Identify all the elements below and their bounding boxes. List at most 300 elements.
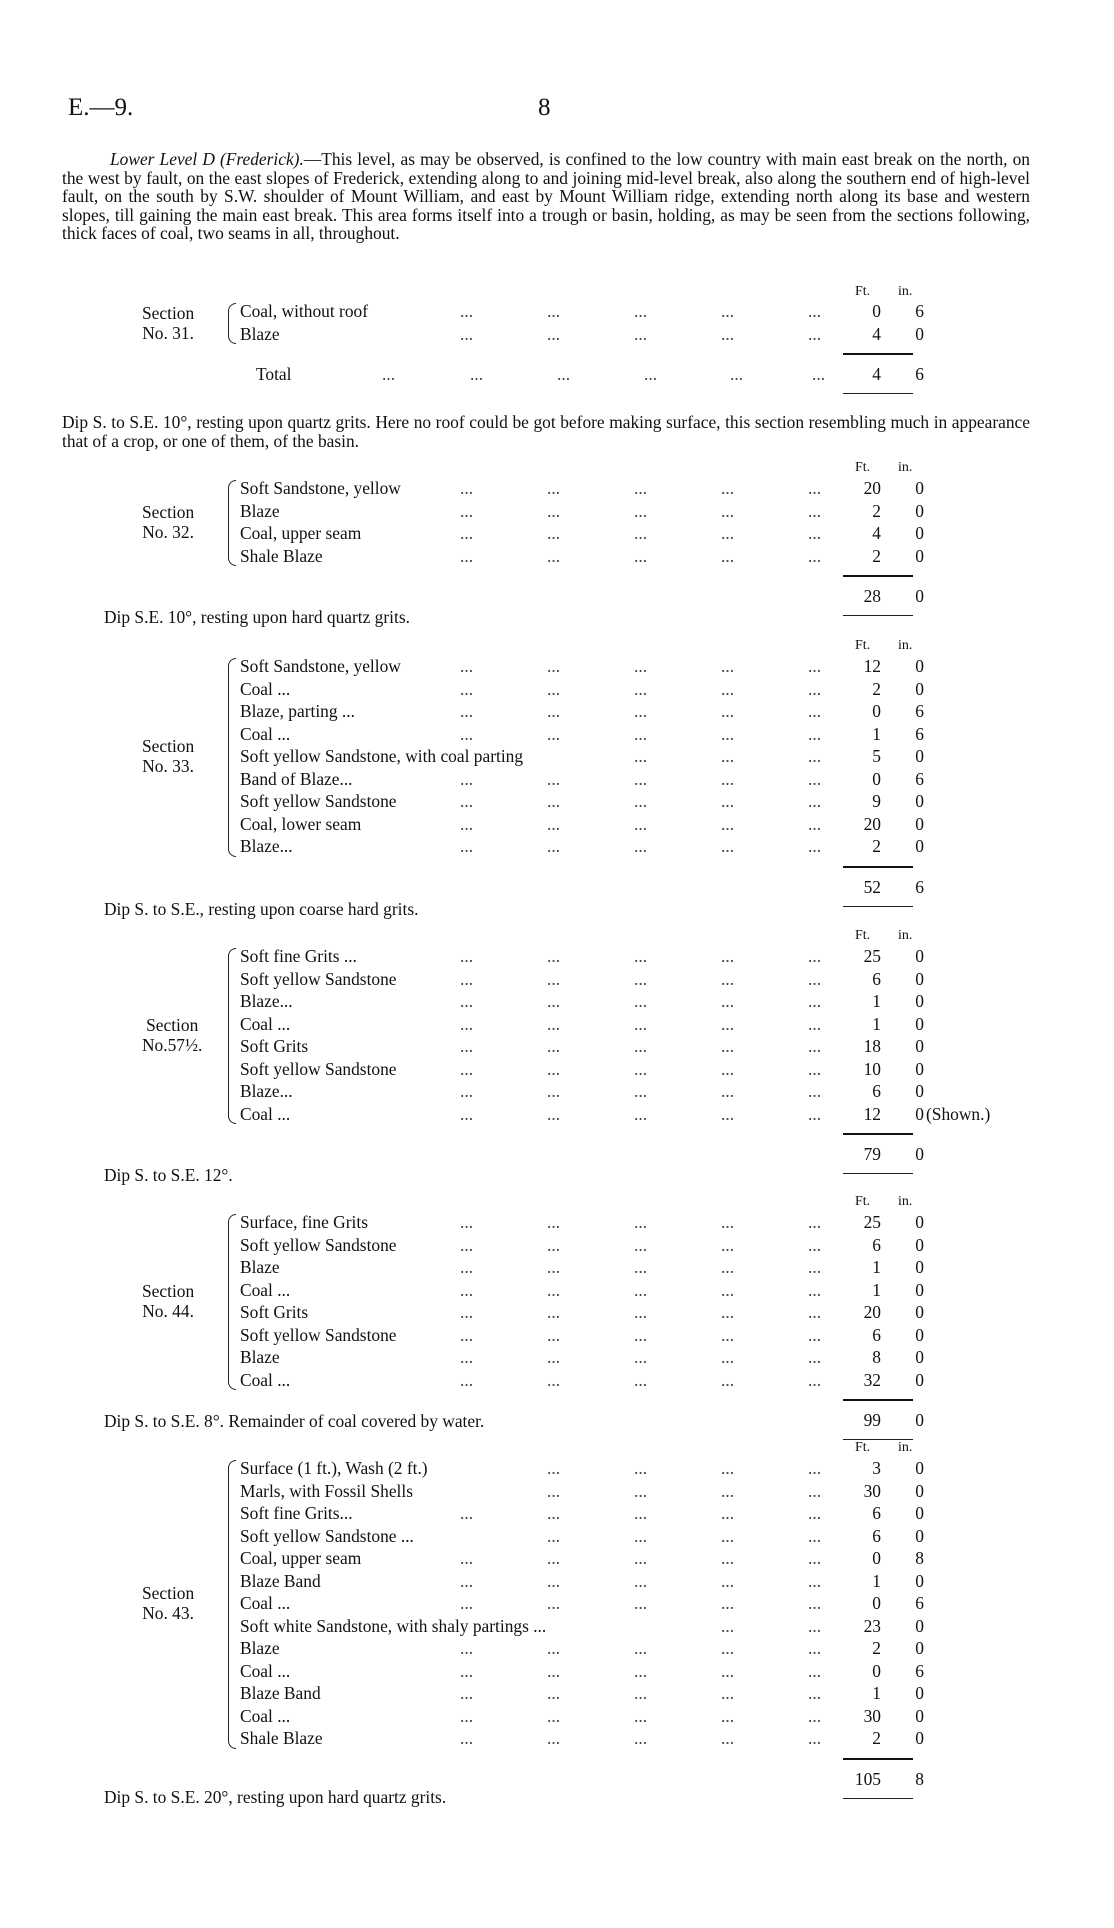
total-in: 6 xyxy=(915,876,924,897)
section-brace xyxy=(228,480,236,566)
leader-dots: ... xyxy=(460,1257,474,1277)
leader-dots: ... xyxy=(460,301,474,321)
leader-dots: ... xyxy=(808,500,822,521)
stratum-label: Soft fine Grits... xyxy=(240,1503,353,1523)
leader-dots: ... xyxy=(808,656,822,676)
leader-dots: ... xyxy=(808,1503,822,1523)
leader-dots: ... xyxy=(721,746,735,766)
leader-dots: ... xyxy=(634,1683,648,1703)
leader-dots: ... xyxy=(808,746,822,766)
stratum-label: Blaze... xyxy=(240,991,293,1011)
leader-dots: ... xyxy=(634,1324,648,1345)
leader-dots: ... xyxy=(808,1036,822,1056)
leader-dots: ... xyxy=(634,478,648,498)
total-underline xyxy=(843,1798,913,1799)
thickness-in: 0 xyxy=(915,1234,924,1255)
leader-dots: ... xyxy=(460,1503,474,1523)
thickness-in: 0 xyxy=(915,1458,924,1478)
leader-dots: ... xyxy=(808,1058,822,1079)
leader-dots: ... xyxy=(808,1593,822,1613)
thickness-in: 0 xyxy=(915,1705,924,1726)
dip-note: Dip S.E. 10°, resting upon hard quartz grits. xyxy=(104,607,410,627)
section-label-word: Section xyxy=(142,302,195,323)
leader-dots: ... xyxy=(547,656,561,676)
leader-dots: ... xyxy=(547,1593,561,1613)
leader-dots: ... xyxy=(460,1234,474,1255)
thickness-ft: 4 xyxy=(872,523,881,543)
leader-dots: ... xyxy=(547,768,561,789)
leader-dots: ... xyxy=(547,991,561,1011)
stratum-label: Coal ... xyxy=(240,1660,291,1681)
leader-dots: ... xyxy=(808,791,822,811)
thickness-ft: 2 xyxy=(872,836,881,856)
leader-dots: ... xyxy=(808,1660,822,1681)
leader-dots: ... xyxy=(634,1570,648,1591)
column-head-in: in. xyxy=(898,460,913,475)
thickness-in: 0 xyxy=(915,1503,924,1523)
stratum-label: Blaze xyxy=(240,1638,280,1658)
stratum-label: Blaze... xyxy=(240,836,293,856)
total-rule xyxy=(843,1758,913,1760)
leader-dots: ... xyxy=(634,1638,648,1658)
column-head-in: in. xyxy=(898,638,913,653)
leader-dots: ... xyxy=(547,1302,561,1322)
intro-text: —This level, as may be observed, is confined to the low country with main east break on the north, on the west by fault, on the east slopes of Frederick, extending along to and joining mid-level break, also along the southern end of high-level fault, on the south by S.W. shoulder of Mount William, and east by Mount William ridge, extending north along its base and western slopes, till gaining the main east break. This area forms itself into a trough or basin, holding, as may be seen from the sections following, thick faces of coal, two seams in all, throughout. xyxy=(62,149,1030,243)
stratum-label: Soft yellow Sandstone xyxy=(240,1234,397,1255)
stratum-label: Marls, with Fossil Shells xyxy=(240,1480,413,1501)
section-number: No. 43. xyxy=(142,1603,194,1624)
leader-dots: ... xyxy=(721,1302,735,1322)
leader-dots: ... xyxy=(460,701,474,721)
thickness-in: 0 xyxy=(915,678,924,699)
section-brace xyxy=(228,658,236,857)
leader-dots: ... xyxy=(634,836,648,856)
leader-dots: ... xyxy=(460,813,474,834)
stratum-label: Soft yellow Sandstone ... xyxy=(240,1525,414,1546)
column-head-ft: Ft. xyxy=(855,284,871,299)
leader-dots: ... xyxy=(721,1279,735,1300)
leader-dots: ... xyxy=(460,1660,474,1681)
thickness-in: 0 xyxy=(915,500,924,521)
section-label xyxy=(142,1015,202,1055)
thickness-ft: 1 xyxy=(872,1683,881,1703)
leader-dots: ... xyxy=(547,968,561,989)
thickness-ft: 6 xyxy=(872,1503,881,1523)
page-number: 8 xyxy=(538,94,551,121)
leader-dots: ... xyxy=(721,678,735,699)
leader-dots: ... xyxy=(557,364,571,384)
leader-dots: ... xyxy=(721,1593,735,1613)
thickness-ft: 6 xyxy=(872,1525,881,1546)
stratum-label: Surface (1 ft.), Wash (2 ft.) xyxy=(240,1458,428,1478)
leader-dots: ... xyxy=(460,478,474,498)
stratum-label: Soft yellow Sandstone xyxy=(240,1324,397,1345)
total-ft: 4 xyxy=(872,364,881,384)
thickness-ft: 0 xyxy=(872,701,881,721)
leader-dots: ... xyxy=(547,500,561,521)
leader-dots: ... xyxy=(547,678,561,699)
section-label xyxy=(142,1583,194,1623)
leader-dots: ... xyxy=(721,701,735,721)
leader-dots: ... xyxy=(808,523,822,543)
leader-dots: ... xyxy=(721,500,735,521)
leader-dots: ... xyxy=(721,545,735,566)
leader-dots: ... xyxy=(721,1324,735,1345)
leader-dots: ... xyxy=(634,301,648,321)
leader-dots: ... xyxy=(808,323,822,344)
stratum-label: Coal ... xyxy=(240,1593,291,1613)
leader-dots: ... xyxy=(808,723,822,744)
leader-dots: ... xyxy=(460,1548,474,1568)
stratum-label: Shale Blaze xyxy=(240,1728,323,1748)
stratum-label: Soft Sandstone, yellow xyxy=(240,656,401,676)
thickness-ft: 12 xyxy=(863,1103,881,1124)
leader-dots: ... xyxy=(808,1234,822,1255)
leader-dots: ... xyxy=(634,1013,648,1034)
leader-dots: ... xyxy=(808,1480,822,1501)
thickness-ft: 0 xyxy=(872,768,881,789)
leader-dots: ... xyxy=(547,478,561,498)
leader-dots: ... xyxy=(808,1570,822,1591)
stratum-label: Coal ... xyxy=(240,1103,291,1124)
thickness-in: 0 xyxy=(915,1570,924,1591)
total-underline xyxy=(843,1173,913,1174)
thickness-ft: 8 xyxy=(872,1347,881,1367)
leader-dots: ... xyxy=(634,323,648,344)
leader-dots: ... xyxy=(721,1234,735,1255)
dip-note: Dip S. to S.E. 12°. xyxy=(104,1165,233,1185)
section-brace xyxy=(228,303,236,344)
leader-dots: ... xyxy=(547,545,561,566)
leader-dots: ... xyxy=(460,1058,474,1079)
column-head-ft: Ft. xyxy=(855,928,871,943)
thickness-ft: 20 xyxy=(863,813,881,834)
leader-dots: ... xyxy=(634,768,648,789)
leader-dots: ... xyxy=(808,1212,822,1232)
stratum-label: Soft fine Grits ... xyxy=(240,946,357,966)
leader-dots: ... xyxy=(634,523,648,543)
leader-dots: ... xyxy=(547,1103,561,1124)
total-rule xyxy=(843,575,913,577)
thickness-in: 0 xyxy=(915,1347,924,1367)
stratum-label: Soft yellow Sandstone xyxy=(240,1058,397,1079)
thickness-ft: 2 xyxy=(872,500,881,521)
thickness-ft: 2 xyxy=(872,1638,881,1658)
section-label-word: Section xyxy=(146,1015,199,1035)
thickness-in: 0 xyxy=(915,478,924,498)
leader-dots: ... xyxy=(634,1234,648,1255)
stratum-label: Coal ... xyxy=(240,1705,291,1726)
stratum-label: Coal ... xyxy=(240,1013,291,1034)
thickness-in: 0 xyxy=(915,991,924,1011)
leader-dots: ... xyxy=(460,946,474,966)
stratum-label: Coal, without roof xyxy=(240,301,369,321)
stratum-label: Blaze xyxy=(240,500,280,521)
stratum-label: Blaze xyxy=(240,1347,280,1367)
leader-dots: ... xyxy=(721,523,735,543)
leader-dots: ... xyxy=(634,1103,648,1124)
leader-dots: ... xyxy=(808,1548,822,1568)
leader-dots: ... xyxy=(721,836,735,856)
thickness-in: 0 xyxy=(915,656,924,676)
leader-dots: ... xyxy=(460,1593,474,1613)
stratum-label: Shale Blaze xyxy=(240,545,323,566)
leader-dots: ... xyxy=(547,701,561,721)
stratum-label: Soft Grits xyxy=(240,1036,309,1056)
leader-dots: ... xyxy=(808,1615,822,1636)
section-number: No. 33. xyxy=(142,756,194,777)
leader-dots: ... xyxy=(721,1728,735,1748)
total-rule xyxy=(843,353,913,355)
leader-dots: ... xyxy=(634,1081,648,1101)
leader-dots: ... xyxy=(808,836,822,856)
thickness-ft: 6 xyxy=(872,1234,881,1255)
leader-dots: ... xyxy=(547,1525,561,1546)
stratum-label: Coal, lower seam xyxy=(240,813,362,834)
leader-dots: ... xyxy=(547,523,561,543)
leader-dots: ... xyxy=(547,1013,561,1034)
leader-dots: ... xyxy=(808,701,822,721)
thickness-ft: 1 xyxy=(872,723,881,744)
leader-dots: ... xyxy=(808,1013,822,1034)
thickness-ft: 25 xyxy=(863,1212,881,1232)
stratum-label: Soft yellow Sandstone xyxy=(240,791,397,811)
leader-dots: ... xyxy=(721,946,735,966)
leader-dots: ... xyxy=(460,1638,474,1658)
leader-dots: ... xyxy=(634,813,648,834)
leader-dots: ... xyxy=(460,723,474,744)
stratum-label: Coal, upper seam xyxy=(240,523,362,543)
column-head-ft: Ft. xyxy=(855,1440,871,1455)
total-ft: 99 xyxy=(863,1410,881,1430)
leader-dots: ... xyxy=(634,1503,648,1523)
thickness-in: 6 xyxy=(915,1660,924,1681)
leader-dots: ... xyxy=(721,1257,735,1277)
column-head-in: in. xyxy=(898,1440,913,1455)
leader-dots: ... xyxy=(634,1525,648,1546)
section-brace xyxy=(228,1460,236,1749)
leader-dots: ... xyxy=(721,1480,735,1501)
thickness-ft: 5 xyxy=(872,746,881,766)
thickness-in: 6 xyxy=(915,723,924,744)
thickness-in: 0 xyxy=(915,1212,924,1232)
leader-dots: ... xyxy=(808,1369,822,1390)
column-head-ft: Ft. xyxy=(855,638,871,653)
thickness-in: 6 xyxy=(915,701,924,721)
stratum-label: Coal ... xyxy=(240,723,291,744)
leader-dots: ... xyxy=(547,1234,561,1255)
thickness-ft: 1 xyxy=(872,1013,881,1034)
leader-dots: ... xyxy=(634,946,648,966)
thickness-in: 0 xyxy=(915,1638,924,1658)
stratum-label: Band of Blaze... xyxy=(240,768,353,789)
total-underline xyxy=(843,615,913,616)
leader-dots: ... xyxy=(634,1279,648,1300)
section-label xyxy=(142,502,194,542)
column-head-in: in. xyxy=(898,928,913,943)
leader-dots: ... xyxy=(460,1081,474,1101)
thickness-in: 8 xyxy=(915,1548,924,1568)
stratum-label: Coal, upper seam xyxy=(240,1548,362,1568)
dip-note: Dip S. to S.E. 8°. Remainder of coal covered by water. xyxy=(104,1411,485,1431)
leader-dots: ... xyxy=(547,791,561,811)
leader-dots: ... xyxy=(547,1570,561,1591)
leader-dots: ... xyxy=(547,1660,561,1681)
thickness-in: 0 xyxy=(915,1728,924,1748)
leader-dots: ... xyxy=(721,1503,735,1523)
stratum-label: Coal ... xyxy=(240,678,291,699)
leader-dots: ... xyxy=(634,1212,648,1232)
thickness-in: 0 xyxy=(915,1257,924,1277)
leader-dots: ... xyxy=(721,478,735,498)
dip-note: Dip S. to S.E. 20°, resting upon hard quartz grits. xyxy=(104,1787,447,1807)
total-ft: 105 xyxy=(854,1768,881,1789)
leader-dots: ... xyxy=(730,364,744,384)
leader-dots: ... xyxy=(460,1705,474,1726)
leader-dots: ... xyxy=(634,991,648,1011)
thickness-ft: 1 xyxy=(872,991,881,1011)
thickness-ft: 1 xyxy=(872,1279,881,1300)
thickness-in: 0 xyxy=(915,1279,924,1300)
leader-dots: ... xyxy=(460,1279,474,1300)
column-head-ft: Ft. xyxy=(855,1194,871,1209)
leader-dots: ... xyxy=(721,1369,735,1390)
thickness-in: 0 xyxy=(915,1103,924,1124)
thickness-ft: 10 xyxy=(863,1058,881,1079)
thickness-ft: 2 xyxy=(872,678,881,699)
leader-dots: ... xyxy=(808,1683,822,1703)
leader-dots: ... xyxy=(634,1257,648,1277)
thickness-ft: 9 xyxy=(872,791,881,811)
stratum-label: Soft white Sandstone, with shaly partings ... xyxy=(240,1615,547,1636)
leader-dots: ... xyxy=(634,1593,648,1613)
thickness-in: 0 xyxy=(915,1036,924,1056)
thickness-ft: 4 xyxy=(872,323,881,344)
leader-dots: ... xyxy=(721,1103,735,1124)
leader-dots: ... xyxy=(460,1036,474,1056)
section-brace xyxy=(228,1214,236,1390)
leader-dots: ... xyxy=(808,1347,822,1367)
thickness-ft: 23 xyxy=(863,1615,881,1636)
leader-dots: ... xyxy=(812,364,826,384)
leader-dots: ... xyxy=(460,1324,474,1345)
thickness-in: 0 xyxy=(915,1683,924,1703)
leader-dots: ... xyxy=(808,968,822,989)
leader-dots: ... xyxy=(460,1683,474,1703)
thickness-in: 0 xyxy=(915,545,924,566)
thickness-ft: 0 xyxy=(872,301,881,321)
section-label xyxy=(142,1281,194,1321)
leader-dots: ... xyxy=(460,991,474,1011)
thickness-in: 0 xyxy=(915,746,924,766)
thickness-in: 0 xyxy=(915,1013,924,1034)
leader-dots: ... xyxy=(634,1705,648,1726)
leader-dots: ... xyxy=(808,1103,822,1124)
leader-dots: ... xyxy=(547,1728,561,1748)
leader-dots: ... xyxy=(634,545,648,566)
leader-dots: ... xyxy=(808,1705,822,1726)
total-rule xyxy=(843,866,913,868)
row-annotation: (Shown.) xyxy=(926,1103,991,1124)
leader-dots: ... xyxy=(547,1081,561,1101)
thickness-ft: 20 xyxy=(863,1302,881,1322)
thickness-ft: 30 xyxy=(863,1705,881,1726)
leader-dots: ... xyxy=(460,1728,474,1748)
leader-dots: ... xyxy=(644,364,658,384)
leader-dots: ... xyxy=(721,1525,735,1546)
leader-dots: ... xyxy=(721,1081,735,1101)
thickness-in: 0 xyxy=(915,946,924,966)
leader-dots: ... xyxy=(634,1660,648,1681)
thickness-in: 0 xyxy=(915,1615,924,1636)
total-ft: 52 xyxy=(863,876,881,897)
section-label-word: Section xyxy=(142,502,195,522)
thickness-in: 6 xyxy=(915,768,924,789)
stratum-label: Surface, fine Grits xyxy=(240,1212,368,1232)
leader-dots: ... xyxy=(547,1279,561,1300)
leader-dots: ... xyxy=(460,678,474,699)
thickness-in: 0 xyxy=(915,1480,924,1501)
thickness-ft: 0 xyxy=(872,1660,881,1681)
intro-paragraph xyxy=(62,150,1030,243)
total-label: Total xyxy=(256,364,292,384)
leader-dots: ... xyxy=(721,1570,735,1591)
leader-dots: ... xyxy=(547,323,561,344)
thickness-in: 6 xyxy=(915,301,924,321)
leader-dots: ... xyxy=(460,523,474,543)
section-label xyxy=(142,303,194,343)
section-brace xyxy=(228,948,236,1124)
leader-dots: ... xyxy=(460,836,474,856)
leader-dots: ... xyxy=(460,1347,474,1367)
leader-dots: ... xyxy=(547,1638,561,1658)
leader-dots: ... xyxy=(460,1369,474,1390)
leader-dots: ... xyxy=(634,1548,648,1568)
thickness-in: 0 xyxy=(915,1369,924,1390)
column-head-in: in. xyxy=(898,284,913,299)
thickness-ft: 6 xyxy=(872,1081,881,1101)
leader-dots: ... xyxy=(634,1480,648,1501)
thickness-ft: 2 xyxy=(872,1728,881,1748)
leader-dots: ... xyxy=(547,1458,561,1478)
thickness-in: 6 xyxy=(915,1593,924,1613)
leader-dots: ... xyxy=(808,813,822,834)
leader-dots: ... xyxy=(634,1058,648,1079)
thickness-in: 0 xyxy=(915,813,924,834)
leader-dots: ... xyxy=(634,701,648,721)
leader-dots: ... xyxy=(721,1683,735,1703)
leader-dots: ... xyxy=(460,545,474,566)
stratum-label: Soft Grits xyxy=(240,1302,309,1322)
leader-dots: ... xyxy=(634,1036,648,1056)
leader-dots: ... xyxy=(721,723,735,744)
leader-dots: ... xyxy=(721,1036,735,1056)
leader-dots: ... xyxy=(547,1705,561,1726)
leader-dots: ... xyxy=(547,1257,561,1277)
total-in: 6 xyxy=(915,364,924,384)
leader-dots: ... xyxy=(547,1212,561,1232)
leader-dots: ... xyxy=(460,323,474,344)
leader-dots: ... xyxy=(634,678,648,699)
thickness-ft: 20 xyxy=(863,478,881,498)
leader-dots: ... xyxy=(460,1302,474,1322)
thickness-in: 0 xyxy=(915,1058,924,1079)
total-in: 0 xyxy=(915,586,924,606)
thickness-ft: 6 xyxy=(872,1324,881,1345)
thickness-in: 0 xyxy=(915,791,924,811)
stratum-label: Blaze Band xyxy=(240,1683,321,1703)
stratum-label: Blaze xyxy=(240,1257,280,1277)
